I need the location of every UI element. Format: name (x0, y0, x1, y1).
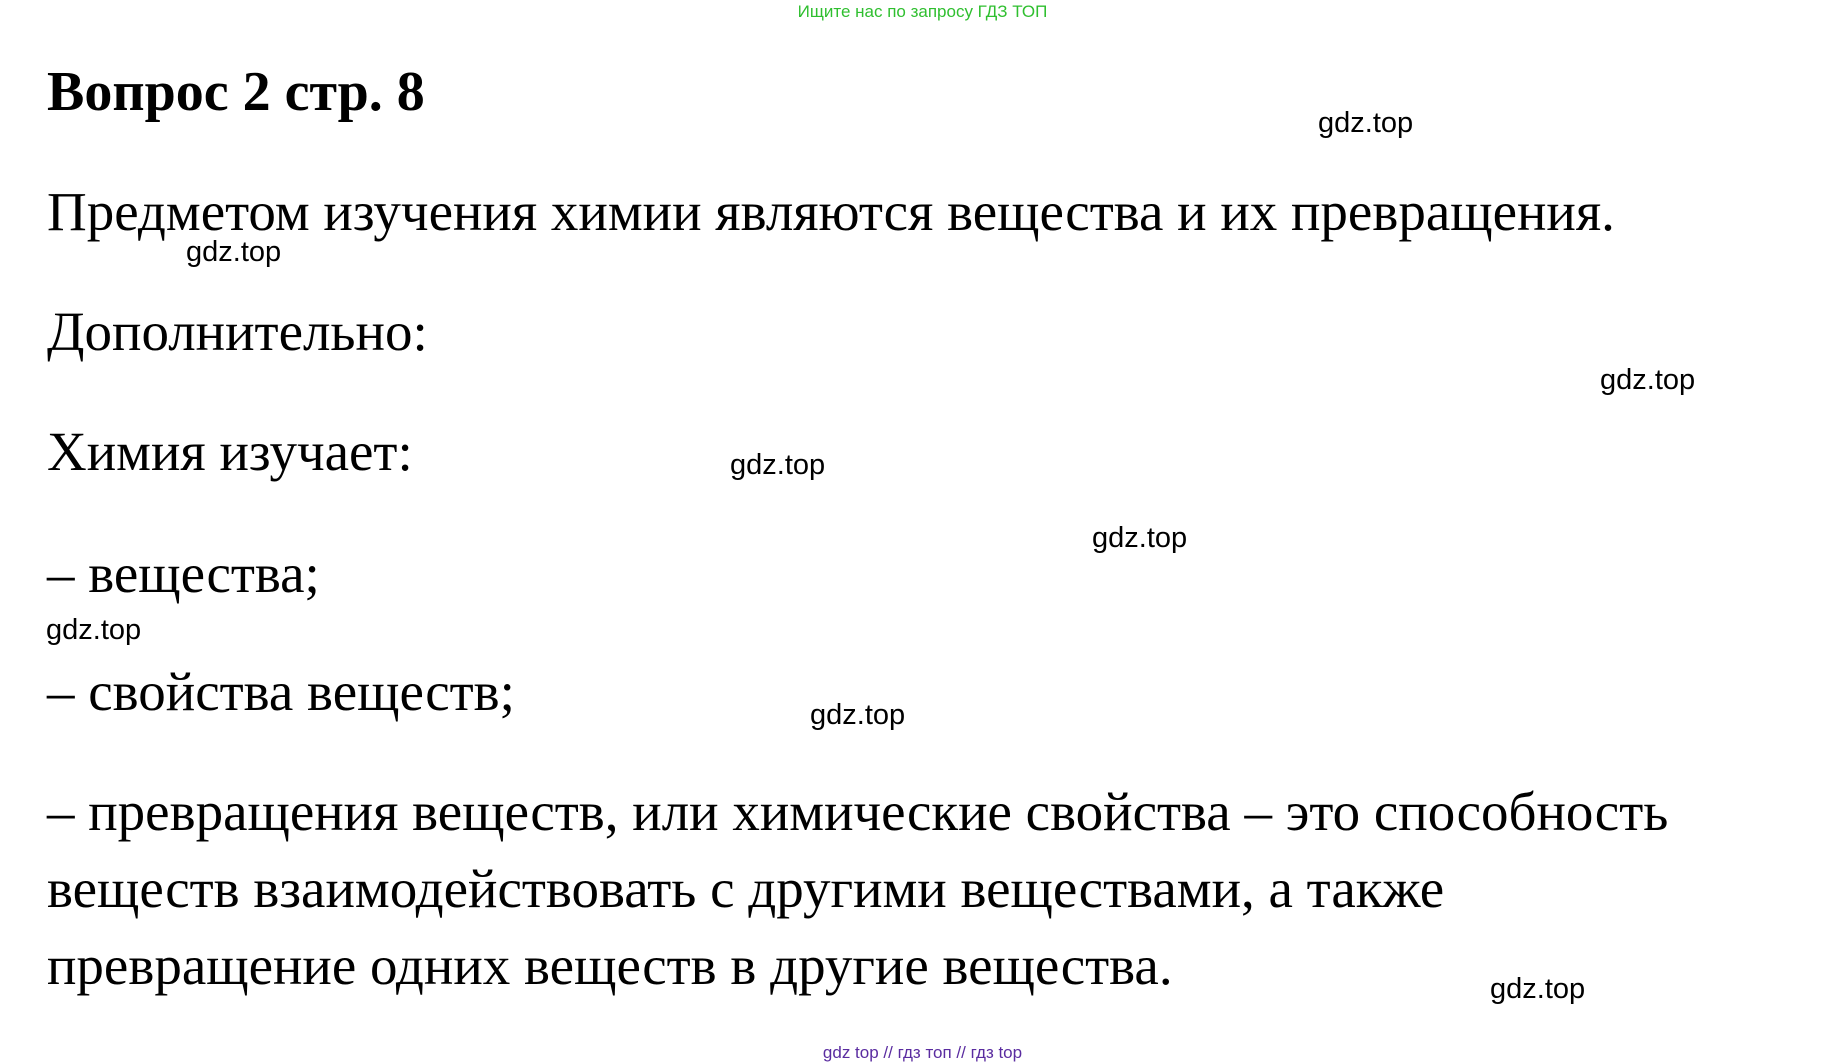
list-item-transformations-cont-2: превращение одних веществ в другие вещества. (47, 935, 1173, 996)
list-item-transformations-cont-1: веществ взаимодействовать с другими веществами, а также (47, 858, 1445, 919)
text-line-additional: Дополнительно: (47, 301, 428, 362)
watermark: gdz.top (1092, 522, 1188, 554)
page-title: Вопрос 2 стр. 8 (47, 61, 425, 123)
watermark: gdz.top (810, 699, 906, 731)
list-item-properties: – свойства веществ; (47, 661, 515, 722)
watermark: gdz.top (186, 236, 282, 268)
text-line-subject: Предметом изучения химии являются вещества и их превращения. (47, 181, 1615, 242)
watermark: gdz.top (46, 614, 142, 646)
watermark: gdz.top (730, 449, 826, 481)
list-item-transformations: – превращения веществ, или химические свойства – это способность (47, 781, 1669, 842)
watermark: gdz.top (1490, 973, 1586, 1005)
watermark: gdz.top (1600, 364, 1696, 396)
text-line-chemistry-studies: Химия изучает: (47, 421, 413, 482)
list-item-substances: – вещества; (47, 543, 320, 604)
top-banner: Ищите нас по запросу ГДЗ ТОП (797, 2, 1048, 21)
footer-watermark: gdz top // гдз топ // гдз top (822, 1043, 1023, 1062)
watermark: gdz.top (1318, 107, 1414, 139)
